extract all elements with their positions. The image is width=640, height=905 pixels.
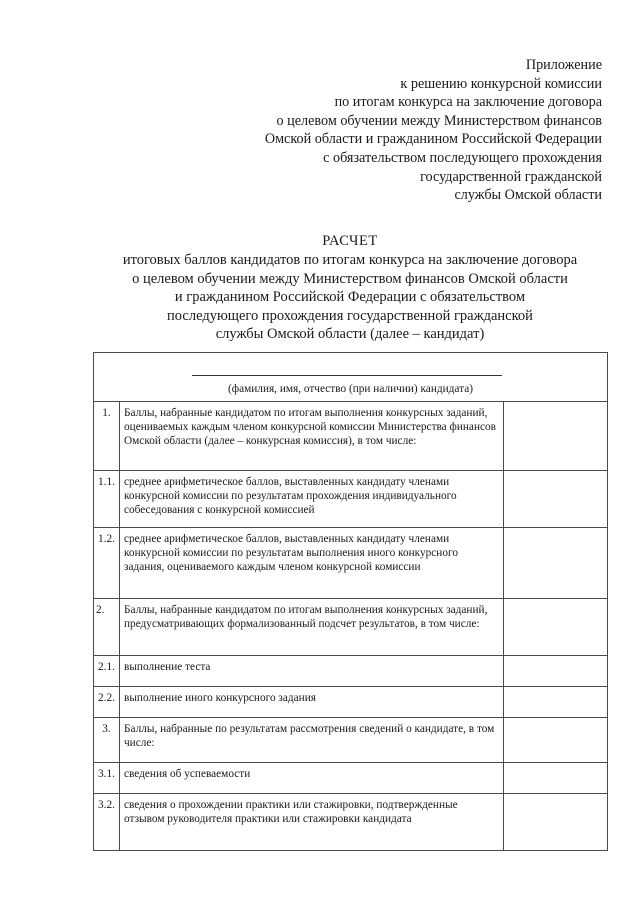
row-score-cell[interactable] — [504, 471, 608, 528]
row-score-cell[interactable] — [504, 528, 608, 599]
title-subtitle — [80, 251, 620, 343]
row-score-cell[interactable] — [504, 402, 608, 471]
row-score-cell[interactable] — [504, 718, 608, 763]
appendix-line: службы Омской области — [454, 187, 602, 204]
row-number: 2.1. — [94, 656, 120, 687]
appendix-line: по итогам конкурса на заключение договора — [334, 94, 602, 111]
row-number: 3.1. — [94, 763, 120, 794]
appendix-line: Приложение — [525, 57, 602, 73]
row-description: выполнение иного конкурсного задания — [120, 687, 504, 718]
document-title — [80, 232, 620, 343]
candidate-name-cell — [94, 353, 608, 402]
row-description: среднее арифметическое баллов, выставленных кандидату членами конкурсной комиссии по результатам выполнения иного конкурсного задания, оцениваемого каждым членом конкурсной комиссии — [120, 528, 504, 599]
row-number: 3.2. — [94, 794, 120, 851]
row-description: выполнение теста — [120, 656, 504, 687]
title-line: и гражданином Российской Федерации с обязательством — [174, 289, 526, 306]
appendix-block — [265, 56, 602, 205]
row-score-cell[interactable] — [504, 794, 608, 851]
appendix-line: государственной гражданской — [420, 168, 602, 185]
row-number: 2. — [94, 599, 120, 656]
table-row — [94, 718, 608, 763]
row-score-cell[interactable] — [504, 599, 608, 656]
title-line: о целевом обучении между Министерством финансов Омской области — [132, 270, 568, 287]
row-number: 1. — [94, 402, 120, 471]
row-number: 1.1. — [94, 471, 120, 528]
row-description: сведения об успеваемости — [120, 763, 504, 794]
table-row — [94, 656, 608, 687]
row-description: Баллы, набранные кандидатом по итогам выполнения конкурсных заданий, оцениваемых каждым членом конкурсной комиссии Министерства финансов Омской области (далее – конкурсная комиссия), в том числе: — [120, 402, 504, 471]
row-number: 1.2. — [94, 528, 120, 599]
table-row — [94, 402, 608, 471]
table-row — [94, 528, 608, 599]
row-description: среднее арифметическое баллов, выставленных кандидату членами конкурсной комиссии по результатам прохождения индивидуального собеседования с конкурсной комиссией — [120, 471, 504, 528]
candidate-name-line — [192, 375, 502, 376]
row-number: 2.2. — [94, 687, 120, 718]
row-score-cell[interactable] — [504, 763, 608, 794]
table-row — [94, 687, 608, 718]
title-heading: РАСЧЕТ — [322, 233, 378, 249]
row-description: Баллы, набранные кандидатом по итогам выполнения конкурсных заданий, предусматривающих формализованный подсчет результатов, в том числе: — [120, 599, 504, 656]
title-line: службы Омской области (далее – кандидат) — [215, 326, 485, 343]
row-description: Баллы, набранные по результатам рассмотрения сведений о кандидате, в том числе: — [120, 718, 504, 763]
table-row — [94, 471, 608, 528]
appendix-line: к решению конкурсной комиссии — [400, 75, 602, 92]
row-number: 3. — [94, 718, 120, 763]
row-description: сведения о прохождении практики или стажировки, подтвержденные отзывом руководителя практики или стажировки кандидата — [120, 794, 504, 851]
title-line: итоговых баллов кандидатов по итогам конкурса на заключение договора — [122, 252, 578, 269]
score-table — [93, 352, 608, 851]
table-row — [94, 763, 608, 794]
appendix-line: Омской области и гражданином Российской Федерации — [264, 131, 602, 148]
candidate-name-row — [94, 353, 608, 402]
title-line: последующего прохождения государственной гражданской — [167, 307, 533, 324]
row-score-cell[interactable] — [504, 687, 608, 718]
table-row — [94, 599, 608, 656]
candidate-name-caption: (фамилия, имя, отчество (при наличии) кандидата) — [228, 383, 473, 395]
appendix-line: с обязательством последующего прохождения — [323, 149, 602, 166]
appendix-line: о целевом обучении между Министерством финансов — [276, 112, 602, 129]
row-score-cell[interactable] — [504, 656, 608, 687]
table-row — [94, 794, 608, 851]
